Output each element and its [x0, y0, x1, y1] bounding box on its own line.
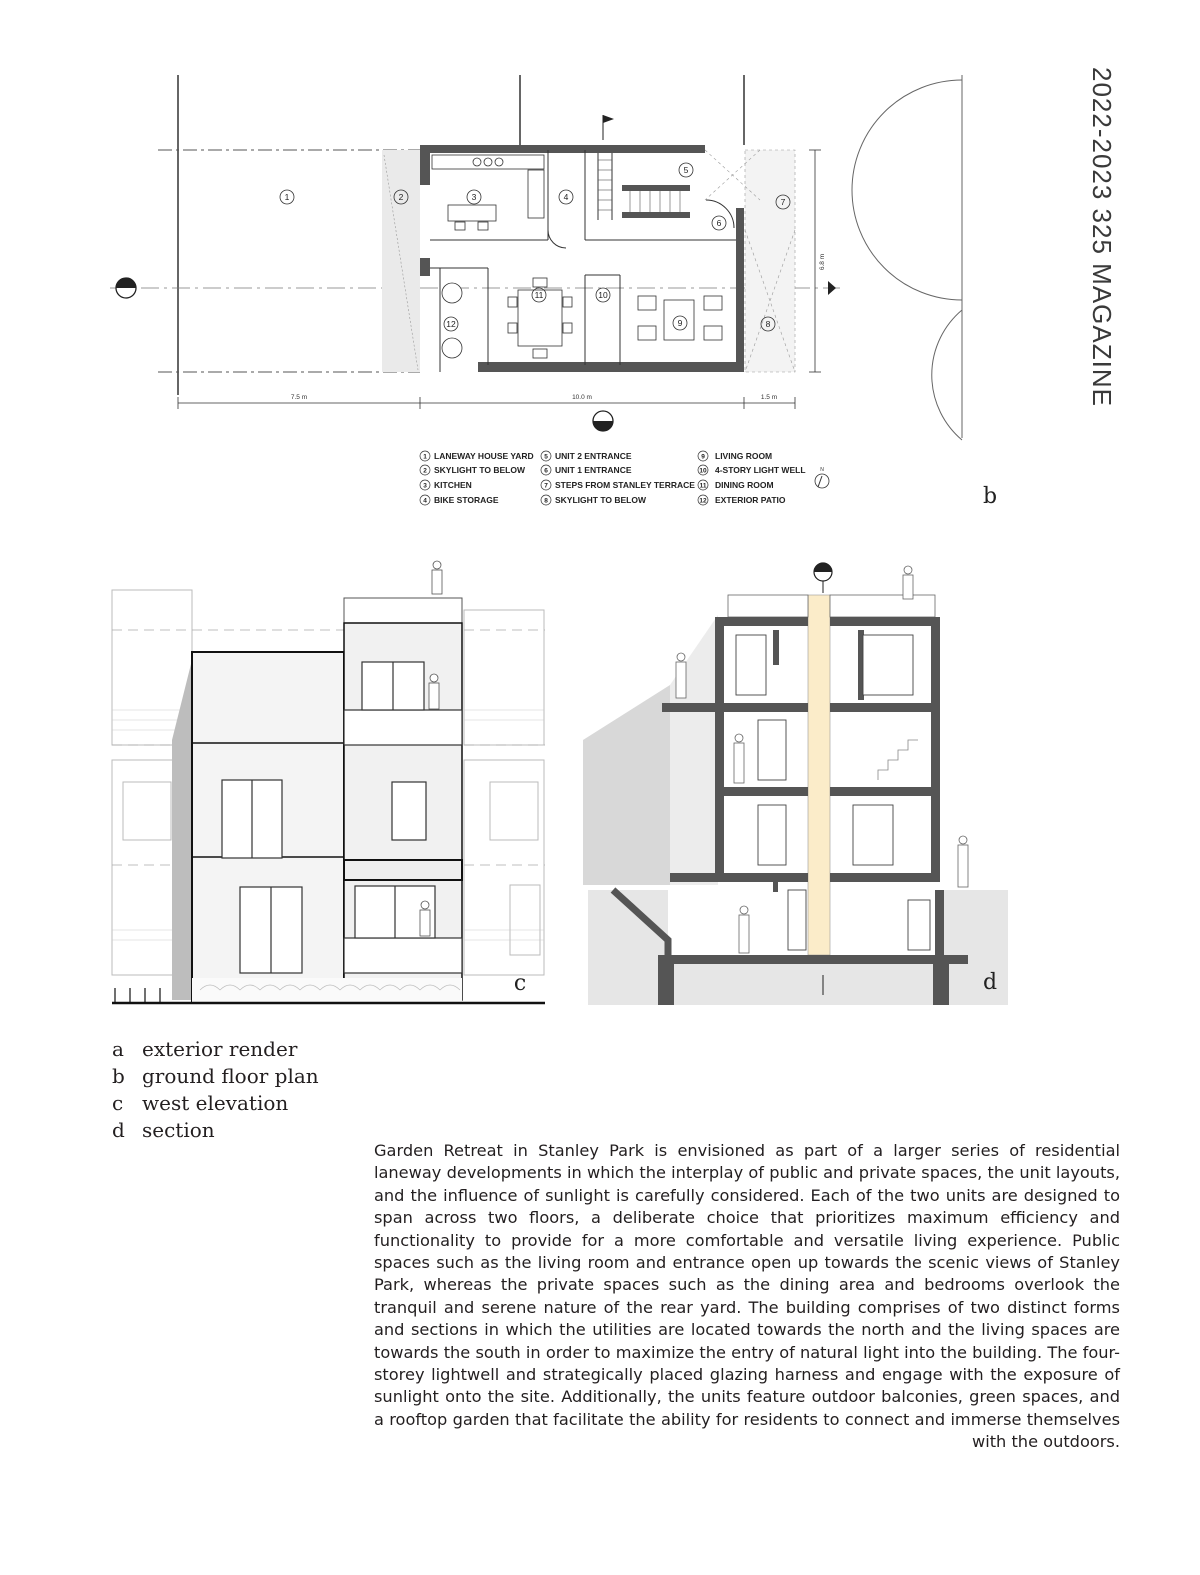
caption-text: section	[142, 1118, 215, 1142]
legend-item: EXTERIOR PATIO	[715, 495, 786, 505]
magazine-title: 2022-2023 325 MAGAZINE	[1087, 67, 1117, 407]
caption-text: ground floor plan	[142, 1064, 319, 1088]
caption-row	[112, 1090, 392, 1117]
plan-room-number: 9	[677, 318, 683, 328]
legend-number: 1	[423, 453, 427, 461]
caption-letter: d	[112, 1118, 125, 1142]
caption-row	[112, 1036, 392, 1063]
dimension-right: 1.5 m	[760, 394, 778, 401]
dimension-left: 7.5 m	[290, 394, 308, 401]
legend-item: 4-STORY LIGHT WELL	[715, 465, 806, 475]
plan-room-number: 10	[598, 290, 608, 300]
plan-room-number: 3	[471, 192, 477, 202]
plan-room-number: 2	[398, 192, 404, 202]
figure-letter-b: b	[982, 484, 998, 509]
legend-item: STEPS FROM STANLEY TERRACE	[555, 480, 695, 490]
plan-room-number: 8	[765, 319, 771, 329]
plan-room-number: 4	[563, 192, 569, 202]
legend-number: 6	[544, 467, 548, 475]
figure-letter-c: c	[513, 971, 527, 996]
figure-captions	[112, 1036, 392, 1144]
plan-room-number: 12	[446, 319, 456, 329]
building-section	[578, 555, 1018, 1015]
caption-text: exterior render	[142, 1037, 298, 1061]
caption-text: west elevation	[142, 1091, 289, 1115]
legend-number: 3	[423, 482, 427, 490]
legend-item: UNIT 2 ENTRANCE	[555, 451, 632, 461]
plan-room-number: 11	[534, 290, 544, 300]
legend-number: 2	[423, 467, 427, 475]
legend-item: BIKE STORAGE	[434, 495, 499, 505]
legend-number: 4	[423, 497, 427, 505]
caption-row	[112, 1117, 392, 1144]
legend-number: 7	[544, 482, 548, 490]
legend-number: 11	[699, 482, 707, 490]
legend-item: DINING ROOM	[715, 480, 774, 490]
legend-item: SKYLIGHT TO BELOW	[434, 465, 525, 475]
ground-floor-plan	[0, 0, 1200, 520]
legend-item: SKYLIGHT TO BELOW	[555, 495, 646, 505]
caption-letter: b	[112, 1064, 125, 1088]
legend-number: 8	[544, 497, 548, 505]
plan-room-number: 7	[780, 197, 786, 207]
plan-room-number: 5	[683, 165, 689, 175]
body-paragraph: Garden Retreat in Stanley Park is envisioned as part of a larger series of residential laneway developments in which the interplay of public and private spaces, the unit layouts, and the influence of sunlight is carefully considered. Each of the two units are designed to span across two floors, a deliberate choice that prioritizes maximum efficiency and functionality to provide for a more comfortable and versatile living experience. Public spaces such as the living room and entrance open up towards the scenic views of Stanley Park, whereas the private spaces such as the dining area and bedrooms overlook the tranquil and serene nature of the rear yard. The building comprises of two distinct forms and sections in which the utilities are located towards the north and the living spaces are towards the south in order to maximize the entry of natural light into the building. The four-storey lightwell and strategically placed glazing harness and engage with the exposure of sunlight onto the site. Additionally, the units feature outdoor balconies, green spaces, and a rooftop garden that facilitate the ability for residents to connect and immerse themselves with the outdoors.	[374, 1141, 1120, 1452]
legend-item: LANEWAY HOUSE YARD	[434, 451, 534, 461]
caption-letter: a	[112, 1037, 124, 1061]
legend-item: LIVING ROOM	[715, 451, 773, 461]
caption-row	[112, 1063, 392, 1090]
caption-letter: c	[112, 1091, 124, 1115]
legend-number: 5	[544, 453, 548, 461]
legend-item: UNIT 1 ENTRANCE	[555, 465, 632, 475]
west-elevation	[0, 550, 560, 1020]
north-arrow-icon	[815, 467, 829, 488]
figure-letter-d: d	[982, 970, 998, 995]
legend-number: 12	[699, 497, 707, 505]
north-label: N	[820, 467, 824, 473]
plan-room-number: 6	[716, 218, 722, 228]
plan-room-number: 1	[284, 192, 290, 202]
legend-number: 9	[701, 453, 705, 461]
dimension-height: 6.8 m	[819, 253, 826, 271]
legend-number: 10	[699, 467, 707, 475]
legend-item: KITCHEN	[434, 480, 472, 490]
dimension-middle: 10.0 m	[572, 394, 592, 401]
